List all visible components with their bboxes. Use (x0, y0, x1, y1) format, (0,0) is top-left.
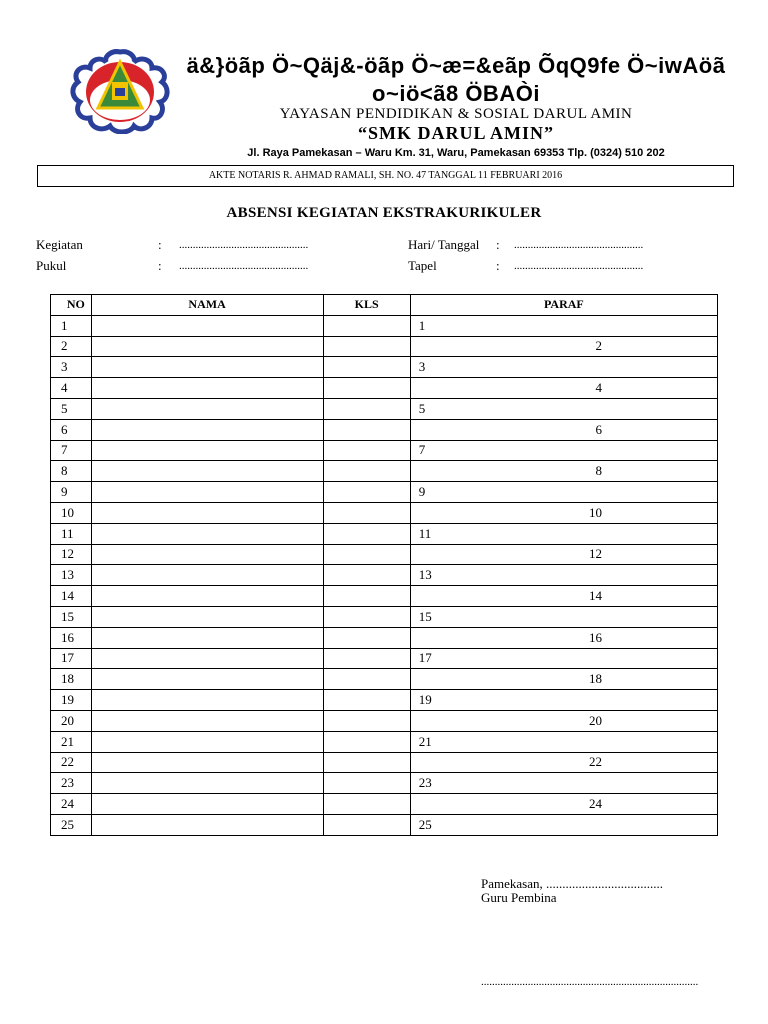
table-row (51, 606, 718, 627)
row-number: 9 (51, 482, 92, 503)
row-number: 17 (51, 648, 92, 669)
name-cell[interactable] (91, 378, 323, 399)
class-cell[interactable] (323, 565, 410, 586)
table-row (51, 440, 718, 461)
row-number: 6 (51, 419, 92, 440)
paraf-cell[interactable]: 6 (410, 419, 717, 440)
row-number: 12 (51, 544, 92, 565)
class-cell[interactable] (323, 378, 410, 399)
table-row (51, 502, 718, 523)
name-cell[interactable] (91, 731, 323, 752)
row-number: 25 (51, 814, 92, 835)
kegiatan-dots[interactable]: ............................................... (179, 239, 309, 251)
row-number: 1 (51, 315, 92, 336)
row-number: 3 (51, 357, 92, 378)
paraf-cell[interactable]: 25 (410, 814, 717, 835)
class-cell[interactable] (323, 419, 410, 440)
class-cell[interactable] (323, 627, 410, 648)
name-cell[interactable] (91, 710, 323, 731)
row-number: 7 (51, 440, 92, 461)
hari-tanggal-colon: : (496, 237, 500, 252)
akte-box: AKTE NOTARIS R. AHMAD RAMALI, SH. NO. 47 TANGGAL 11 FEBRUARI 2016 (37, 165, 734, 187)
pukul-colon: : (158, 258, 162, 273)
row-number: 22 (51, 752, 92, 773)
name-cell[interactable] (91, 690, 323, 711)
paraf-cell[interactable]: 21 (410, 731, 717, 752)
row-number: 14 (51, 586, 92, 607)
class-cell[interactable] (323, 710, 410, 731)
name-cell[interactable] (91, 398, 323, 419)
row-number: 24 (51, 794, 92, 815)
class-cell[interactable] (323, 606, 410, 627)
table-header-row (51, 295, 718, 316)
name-cell[interactable] (91, 502, 323, 523)
name-cell[interactable] (91, 482, 323, 503)
paraf-cell[interactable]: 2 (410, 336, 717, 357)
table-row (51, 669, 718, 690)
table-row (51, 398, 718, 419)
paraf-cell[interactable]: 9 (410, 482, 717, 503)
paraf-cell[interactable]: 23 (410, 773, 717, 794)
class-cell[interactable] (323, 461, 410, 482)
row-number: 15 (51, 606, 92, 627)
row-number: 23 (51, 773, 92, 794)
row-number: 16 (51, 627, 92, 648)
name-cell[interactable] (91, 336, 323, 357)
table-row (51, 586, 718, 607)
table-row (51, 461, 718, 482)
paraf-cell[interactable]: 20 (410, 710, 717, 731)
pukul-label: Pukul (36, 258, 67, 273)
name-cell[interactable] (91, 565, 323, 586)
table-row (51, 357, 718, 378)
class-cell[interactable] (323, 523, 410, 544)
foundation-name: YAYASAN PENDIDIKAN & SOSIAL DARUL AMIN (279, 106, 633, 122)
table-row (51, 544, 718, 565)
paraf-cell[interactable]: 3 (410, 357, 717, 378)
paraf-cell[interactable]: 14 (410, 586, 717, 607)
tapel-colon: : (496, 258, 500, 273)
table-row (51, 315, 718, 336)
paraf-cell[interactable]: 10 (410, 502, 717, 523)
name-cell[interactable] (91, 752, 323, 773)
table-row (51, 814, 718, 835)
paraf-cell[interactable]: 18 (410, 669, 717, 690)
header-paraf: PARAF (410, 295, 717, 316)
table-row (51, 565, 718, 586)
tapel-dots[interactable]: ............................................... (514, 260, 644, 272)
header-nama: NAMA (91, 295, 323, 316)
table-row (51, 731, 718, 752)
class-cell[interactable] (323, 773, 410, 794)
name-cell[interactable] (91, 461, 323, 482)
table-row (51, 627, 718, 648)
row-number: 8 (51, 461, 92, 482)
class-cell[interactable] (323, 752, 410, 773)
name-cell[interactable] (91, 648, 323, 669)
signature-line[interactable]: ............................................................................... (481, 976, 699, 988)
row-number: 20 (51, 710, 92, 731)
table-row (51, 648, 718, 669)
row-number: 11 (51, 523, 92, 544)
row-number: 5 (51, 398, 92, 419)
class-cell[interactable] (323, 669, 410, 690)
hari-tanggal-label: Hari/ Tanggal (408, 237, 480, 252)
class-cell[interactable] (323, 398, 410, 419)
name-cell[interactable] (91, 544, 323, 565)
kegiatan-colon: : (158, 237, 162, 252)
paraf-cell[interactable]: 7 (410, 440, 717, 461)
class-cell[interactable] (323, 336, 410, 357)
name-cell[interactable] (91, 627, 323, 648)
class-cell[interactable] (323, 502, 410, 523)
row-number: 2 (51, 336, 92, 357)
paraf-cell[interactable]: 11 (410, 523, 717, 544)
table-row (51, 523, 718, 544)
name-cell[interactable] (91, 586, 323, 607)
name-cell[interactable] (91, 357, 323, 378)
name-cell[interactable] (91, 440, 323, 461)
table-row (51, 794, 718, 815)
table-row (51, 773, 718, 794)
class-cell[interactable] (323, 814, 410, 835)
header-kls: KLS (323, 295, 410, 316)
paraf-cell[interactable]: 24 (410, 794, 717, 815)
attendance-table (50, 294, 718, 836)
kegiatan-label: Kegiatan (36, 237, 83, 252)
arabic-line-1: ä&}öãp Ö~Qäj&-öãp Ö~æ=&eãp ÕqQ9fe Ö~iwAöã (186, 53, 726, 78)
row-number: 21 (51, 731, 92, 752)
row-number: 18 (51, 669, 92, 690)
paraf-cell[interactable]: 1 (410, 315, 717, 336)
paraf-cell[interactable]: 4 (410, 378, 717, 399)
name-cell[interactable] (91, 315, 323, 336)
paraf-cell[interactable]: 22 (410, 752, 717, 773)
paraf-cell[interactable]: 8 (410, 461, 717, 482)
row-number: 10 (51, 502, 92, 523)
class-cell[interactable] (323, 482, 410, 503)
class-cell[interactable] (323, 690, 410, 711)
pukul-dots[interactable]: ............................................... (179, 260, 309, 272)
name-cell[interactable] (91, 606, 323, 627)
paraf-cell[interactable]: 15 (410, 606, 717, 627)
name-cell[interactable] (91, 794, 323, 815)
class-cell[interactable] (323, 648, 410, 669)
paraf-cell[interactable]: 17 (410, 648, 717, 669)
row-number: 13 (51, 565, 92, 586)
class-cell[interactable] (323, 794, 410, 815)
table-row (51, 710, 718, 731)
school-name: “SMK DARUL AMIN” (357, 123, 554, 143)
name-cell[interactable] (91, 773, 323, 794)
name-cell[interactable] (91, 669, 323, 690)
paraf-cell[interactable]: 16 (410, 627, 717, 648)
table-row (51, 336, 718, 357)
paraf-cell[interactable]: 19 (410, 690, 717, 711)
tapel-label: Tapel (408, 258, 437, 273)
signature-role: Guru Pembina (481, 890, 557, 905)
arabic-header (176, 52, 736, 108)
name-cell[interactable] (91, 523, 323, 544)
school-address: Jl. Raya Pamekasan – Waru Km. 31, Waru, Pamekasan 69353 Tlp. (0324) 510 202 (247, 147, 665, 159)
table-row (51, 752, 718, 773)
paraf-cell[interactable]: 13 (410, 565, 717, 586)
table-row (51, 690, 718, 711)
document-title: ABSENSI KEGIATAN EKSTRAKURIKULER (226, 205, 542, 221)
hari-tanggal-dots[interactable]: ............................................... (514, 239, 644, 251)
paraf-cell[interactable]: 12 (410, 544, 717, 565)
class-cell[interactable] (323, 357, 410, 378)
class-cell[interactable] (323, 544, 410, 565)
name-cell[interactable] (91, 814, 323, 835)
paraf-cell[interactable]: 5 (410, 398, 717, 419)
arabic-line-2: o~iö<ã8 ÖBAÒi (372, 81, 540, 106)
name-cell[interactable] (91, 419, 323, 440)
signature-place-date: Pamekasan, .................................... (481, 876, 663, 891)
row-number: 4 (51, 378, 92, 399)
class-cell[interactable] (323, 586, 410, 607)
table-row (51, 378, 718, 399)
school-logo (68, 48, 172, 134)
table-row (51, 482, 718, 503)
header-no: NO (51, 295, 92, 316)
table-row (51, 419, 718, 440)
class-cell[interactable] (323, 440, 410, 461)
class-cell[interactable] (323, 731, 410, 752)
row-number: 19 (51, 690, 92, 711)
class-cell[interactable] (323, 315, 410, 336)
